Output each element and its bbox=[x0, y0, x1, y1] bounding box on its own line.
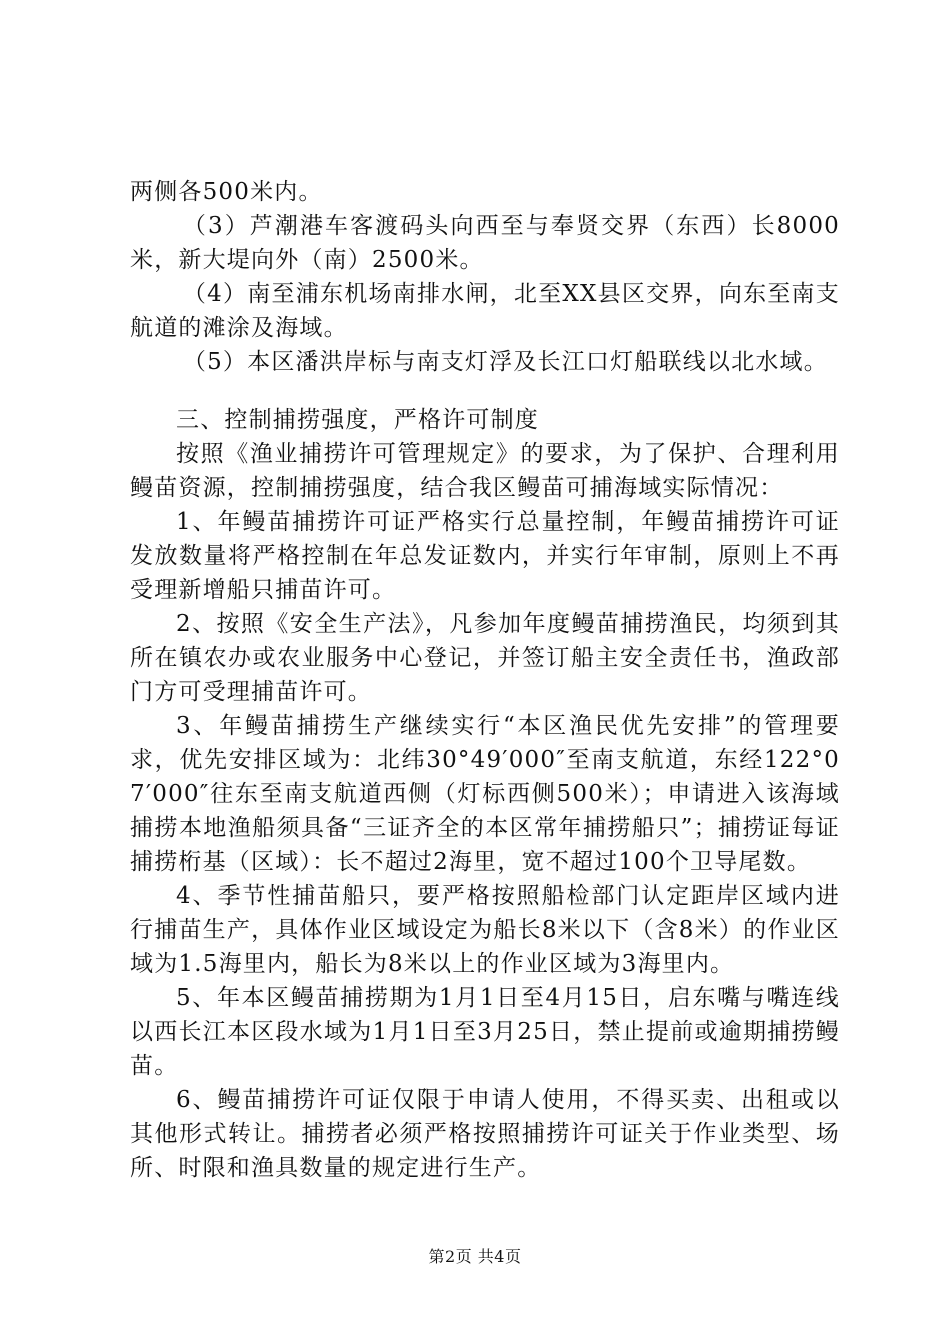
paragraph-rule-2: 2、按照《安全生产法》，凡参加年度鳗苗捕捞渔民，均须到其所在镇农办或农业服务中心登记，并签订船主安全责任书，渔政部门方可受理捕苗许可。 bbox=[130, 611, 840, 705]
document-body bbox=[130, 175, 840, 1185]
section-spacer bbox=[130, 379, 840, 403]
section-heading: 三、控制捕捞强度，严格许可制度 bbox=[176, 407, 539, 433]
paragraph-rule-4: 4、季节性捕苗船只，要严格按照船检部门认定距岸区域内进行捕苗生产，具体作业区域设定为船长8米以下（含8米）的作业区域为1.5海里内，船长为8米以上的作业区域为3海里内。 bbox=[130, 883, 840, 977]
paragraph-rule-3: 3、年鳗苗捕捞生产继续实行“本区渔民优先安排”的管理要求，优先安排区域为：北纬30°49′000″至南支航道，东经122°07′000″往东至南支航道西侧（灯标西侧500米）；申请进入该海域捕捞本地渔船须具备“三证齐全的本区常年捕捞船只”；捕捞证每证捕捞桁基（区域）：长不超过2海里，宽不超过100个卫导尾数。 bbox=[130, 713, 840, 875]
paragraph-rule-5: 5、年本区鳗苗捕捞期为1月1日至4月15日，启东嘴与嘴连线以西长江本区段水域为1月1日至3月25日，禁止提前或逾期捕捞鳗苗。 bbox=[130, 985, 840, 1079]
paragraph-item-5: （5）本区潘洪岸标与南支灯浮及长江口灯船联线以北水域。 bbox=[182, 349, 828, 375]
paragraph-continuation: 两侧各500米内。 bbox=[130, 179, 323, 205]
paragraph-intro: 按照《渔业捕捞许可管理规定》的要求，为了保护、合理利用鳗苗资源，控制捕捞强度，结合我区鳗苗可捕海域实际情况： bbox=[130, 441, 840, 501]
paragraph-rule-6: 6、鳗苗捕捞许可证仅限于申请人使用，不得买卖、出租或以其他形式转让。捕捞者必须严格按照捕捞许可证关于作业类型、场所、时限和渔具数量的规定进行生产。 bbox=[130, 1087, 840, 1181]
page-footer: 第2页 共4页 bbox=[428, 1247, 522, 1266]
paragraph-item-4: （4）南至浦东机场南排水闸，北至XX县区交界，向东至南支航道的滩涂及海域。 bbox=[130, 281, 840, 341]
paragraph-item-3: （3）芦潮港车客渡码头向西至与奉贤交界（东西）长8000米，新大堤向外（南）2500米。 bbox=[130, 213, 840, 273]
paragraph-rule-1: 1、年鳗苗捕捞许可证严格实行总量控制，年鳗苗捕捞许可证发放数量将严格控制在年总发证数内，并实行年审制，原则上不再受理新增船只捕苗许可。 bbox=[130, 509, 840, 603]
